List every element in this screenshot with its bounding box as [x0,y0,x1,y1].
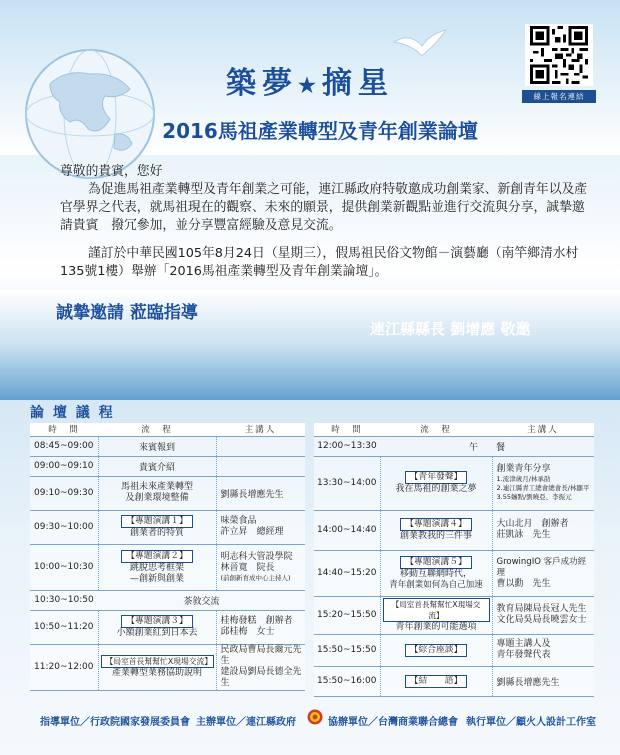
host-item: 1.流津歲月/林承劭 [496,475,551,483]
row-flow: 貴賓介紹 [98,456,216,476]
host-unit: 主辦單位／連江縣政府 [196,717,296,728]
row-flow [98,476,216,510]
agenda-title: 論 壇 議 程 [30,405,115,421]
row-time: 13:30~14:00 [314,456,380,510]
host-line: 邱桂梅 女士 [220,627,275,637]
row-time: 10:50~11:20 [30,610,98,644]
host-line: 味榮食品 [220,516,257,526]
table-row [30,510,305,544]
table-row [30,644,305,690]
row-time: 09:30~10:00 [30,510,98,544]
row-time: 10:00~10:30 [30,544,98,590]
row-time: 12:00~13:30 [314,436,380,456]
header-host: 主講人 [492,423,594,436]
flow-line: 移動互聯網時代， [399,568,472,579]
row-flow [380,666,492,696]
row-host [216,436,305,456]
session-tag: 【結 語】 [405,675,468,688]
qr-caption: 線上報名連結 [522,90,596,103]
host-line: 青年發聲代表 [496,650,551,660]
host-line: 許立昇 總經理 [220,527,284,537]
session-tag: 【專題演講５】 [400,556,472,569]
row-flow [98,644,216,690]
table-row [30,610,305,644]
host-line: 創業青年分享 [496,464,551,474]
title-star: ★ [298,73,322,97]
table-row [30,590,305,610]
host-line: GrowingIO 客戶成功經理 [496,556,587,578]
table-row [30,544,305,590]
guide-unit: 指導單位／行政院國家發展委員會 [40,717,190,728]
table-header-row [30,423,305,436]
host-note: (前創新育成中心主持人) [220,573,291,582]
flow-line: 我在馬祖的創業之夢 [395,484,477,494]
flow-line: 創業教我的三件事 [399,531,472,541]
flow-line: 創業者的特質 [129,528,184,538]
row-host [492,596,594,634]
row-host [492,510,594,550]
table-row [314,550,594,596]
agenda-table-afternoon [314,423,594,697]
title-part2: 摘星 [321,66,394,101]
table-row [314,456,594,510]
row-time: 09:00~09:10 [30,456,98,476]
table-row [30,456,305,476]
flow-line: 跳脫思考框架 [129,562,184,573]
row-host [492,456,594,510]
row-host [492,634,594,666]
table-row [30,476,305,510]
row-time: 10:30~10:50 [30,590,98,610]
row-time: 08:45~09:00 [30,436,98,456]
flow-line: 青年創業如何為自己加速 [389,579,483,590]
county-emblem-icon [307,709,323,725]
session-tag: 【專題演講１】 [121,515,193,528]
row-flow [98,610,216,644]
host-item: 3.55嬸點/劉曉亞、李振元 [496,493,572,501]
host-line: 民政局曹局長爾元先生 [220,645,302,666]
host-line: 莊凱詠 先生 [496,530,551,540]
row-time: 14:00~14:40 [314,510,380,550]
session-tag: 【局室首長幫幫忙X現場交流】 [383,598,490,622]
forum-subtitle: 2016馬祖產業轉型及青年創業論壇 [162,119,478,143]
agenda-table-morning [30,423,305,691]
table-row [314,510,594,550]
row-time: 15:50~15:50 [314,634,380,666]
flow-line: 產業轉型業務協助說明 [111,668,202,678]
table-header-row [314,423,594,436]
session-tag: 【局室首長幫幫忙X現場交流】 [101,655,214,668]
flow-line: 小額創業紅到日本去 [116,628,198,638]
flow-line: 馬祖未來產業轉型 [120,482,193,492]
table-row [314,596,594,634]
flow-line: 及創業環境整備 [125,493,189,503]
invite-slogan: 誠摯邀請 蒞臨指導 [56,303,198,323]
header-flow: 流 程 [380,423,492,436]
header-time: 時 間 [30,423,98,436]
flow-line: 青年創業的可能選項 [395,621,477,632]
row-time: 14:40~15:20 [314,550,380,596]
host-line: 大山北月 創辦者 [496,519,569,529]
row-host [216,544,305,590]
row-flow [98,510,216,544]
host-line: 教育局陳局長冠人先生 [496,604,587,614]
qr-code[interactable] [525,24,593,86]
row-flow [98,544,216,590]
row-flow [380,596,492,634]
host-line: 桂梅發糕 創辦者 [220,616,293,626]
letter-paragraph-1: 為促進馬祖產業轉型及青年創業之可能，連江縣政府特敬邀成功創業家、新創青年以及產官學界之代表，就馬祖現在的觀察、未來的願景，提供創業新觀點並進行交流與分享，誠摯邀請貴賓 撥冗參加，並分享豐富經驗及意見交流。 [60,182,588,233]
row-time: 15:20~15:50 [314,596,380,634]
row-host [216,610,305,644]
table-row [314,634,594,666]
session-tag: 【專題演講２】 [121,550,193,563]
host-line: 文化局吳局長曉雲女士 [496,615,587,625]
header-time: 時 間 [314,423,380,436]
session-tag: 【專題演講３】 [121,615,193,628]
row-flow [380,550,492,596]
letter-paragraph-2: 謹訂於中華民國105年8月24日（星期三），假馬祖民俗文物館－演藝廳（南竿鄉清水村135號1樓）舉辦「2016馬祖產業轉型及青年創業論壇」。 [60,246,579,279]
exec-unit: 執行單位／顧火人設計工作室 [466,717,596,728]
row-host [492,550,594,596]
row-host: 劉縣長增應先生 [216,476,305,510]
row-host: 劉縣長增應先生 [492,666,594,696]
row-flow: 午 餐 [380,436,594,456]
row-host [216,456,305,476]
row-host [216,644,305,690]
session-tag: 【專題演講４】 [400,518,472,531]
co-unit: 協辦單位／台灣商業聯合總會 [328,717,458,728]
row-host [216,510,305,544]
table-row [314,666,594,696]
header-host: 主講人 [216,423,305,436]
host-line: 曹以勳 先生 [496,578,551,589]
invite-signature: 連江縣縣長 劉增應 敬邀 [370,320,531,338]
flow-line: —創新與創業 [129,573,184,584]
table-row [314,436,594,456]
main-title [170,58,450,102]
host-item: 2.連江縣青工總會總會長/林顯平 [496,484,590,492]
session-tag: 【綜合座談】 [405,644,468,657]
letter-greeting: 尊敬的貴賓，您好 [60,164,163,179]
host-line: 建設局劉局長德全先生 [220,667,302,688]
row-flow: 來賓報到 [98,436,216,456]
host-line: 專題主講人及 [496,639,551,649]
row-flow [380,634,492,666]
row-time: 09:10~09:30 [30,476,98,510]
table-row [30,436,305,456]
title-part1: 築夢 [226,66,299,101]
row-flow [380,510,492,550]
row-time: 11:20~12:00 [30,644,98,690]
host-line: 林晉寬 院長 [220,562,275,573]
row-time: 15:50~16:00 [314,666,380,696]
invitation-letter [60,163,590,281]
row-flow: 茶敘交流 [98,590,305,610]
host-line: 明志科大管設學院 [220,551,293,562]
session-tag: 【青年發聲】 [405,471,468,484]
header-flow: 流 程 [98,423,216,436]
row-flow [380,456,492,510]
